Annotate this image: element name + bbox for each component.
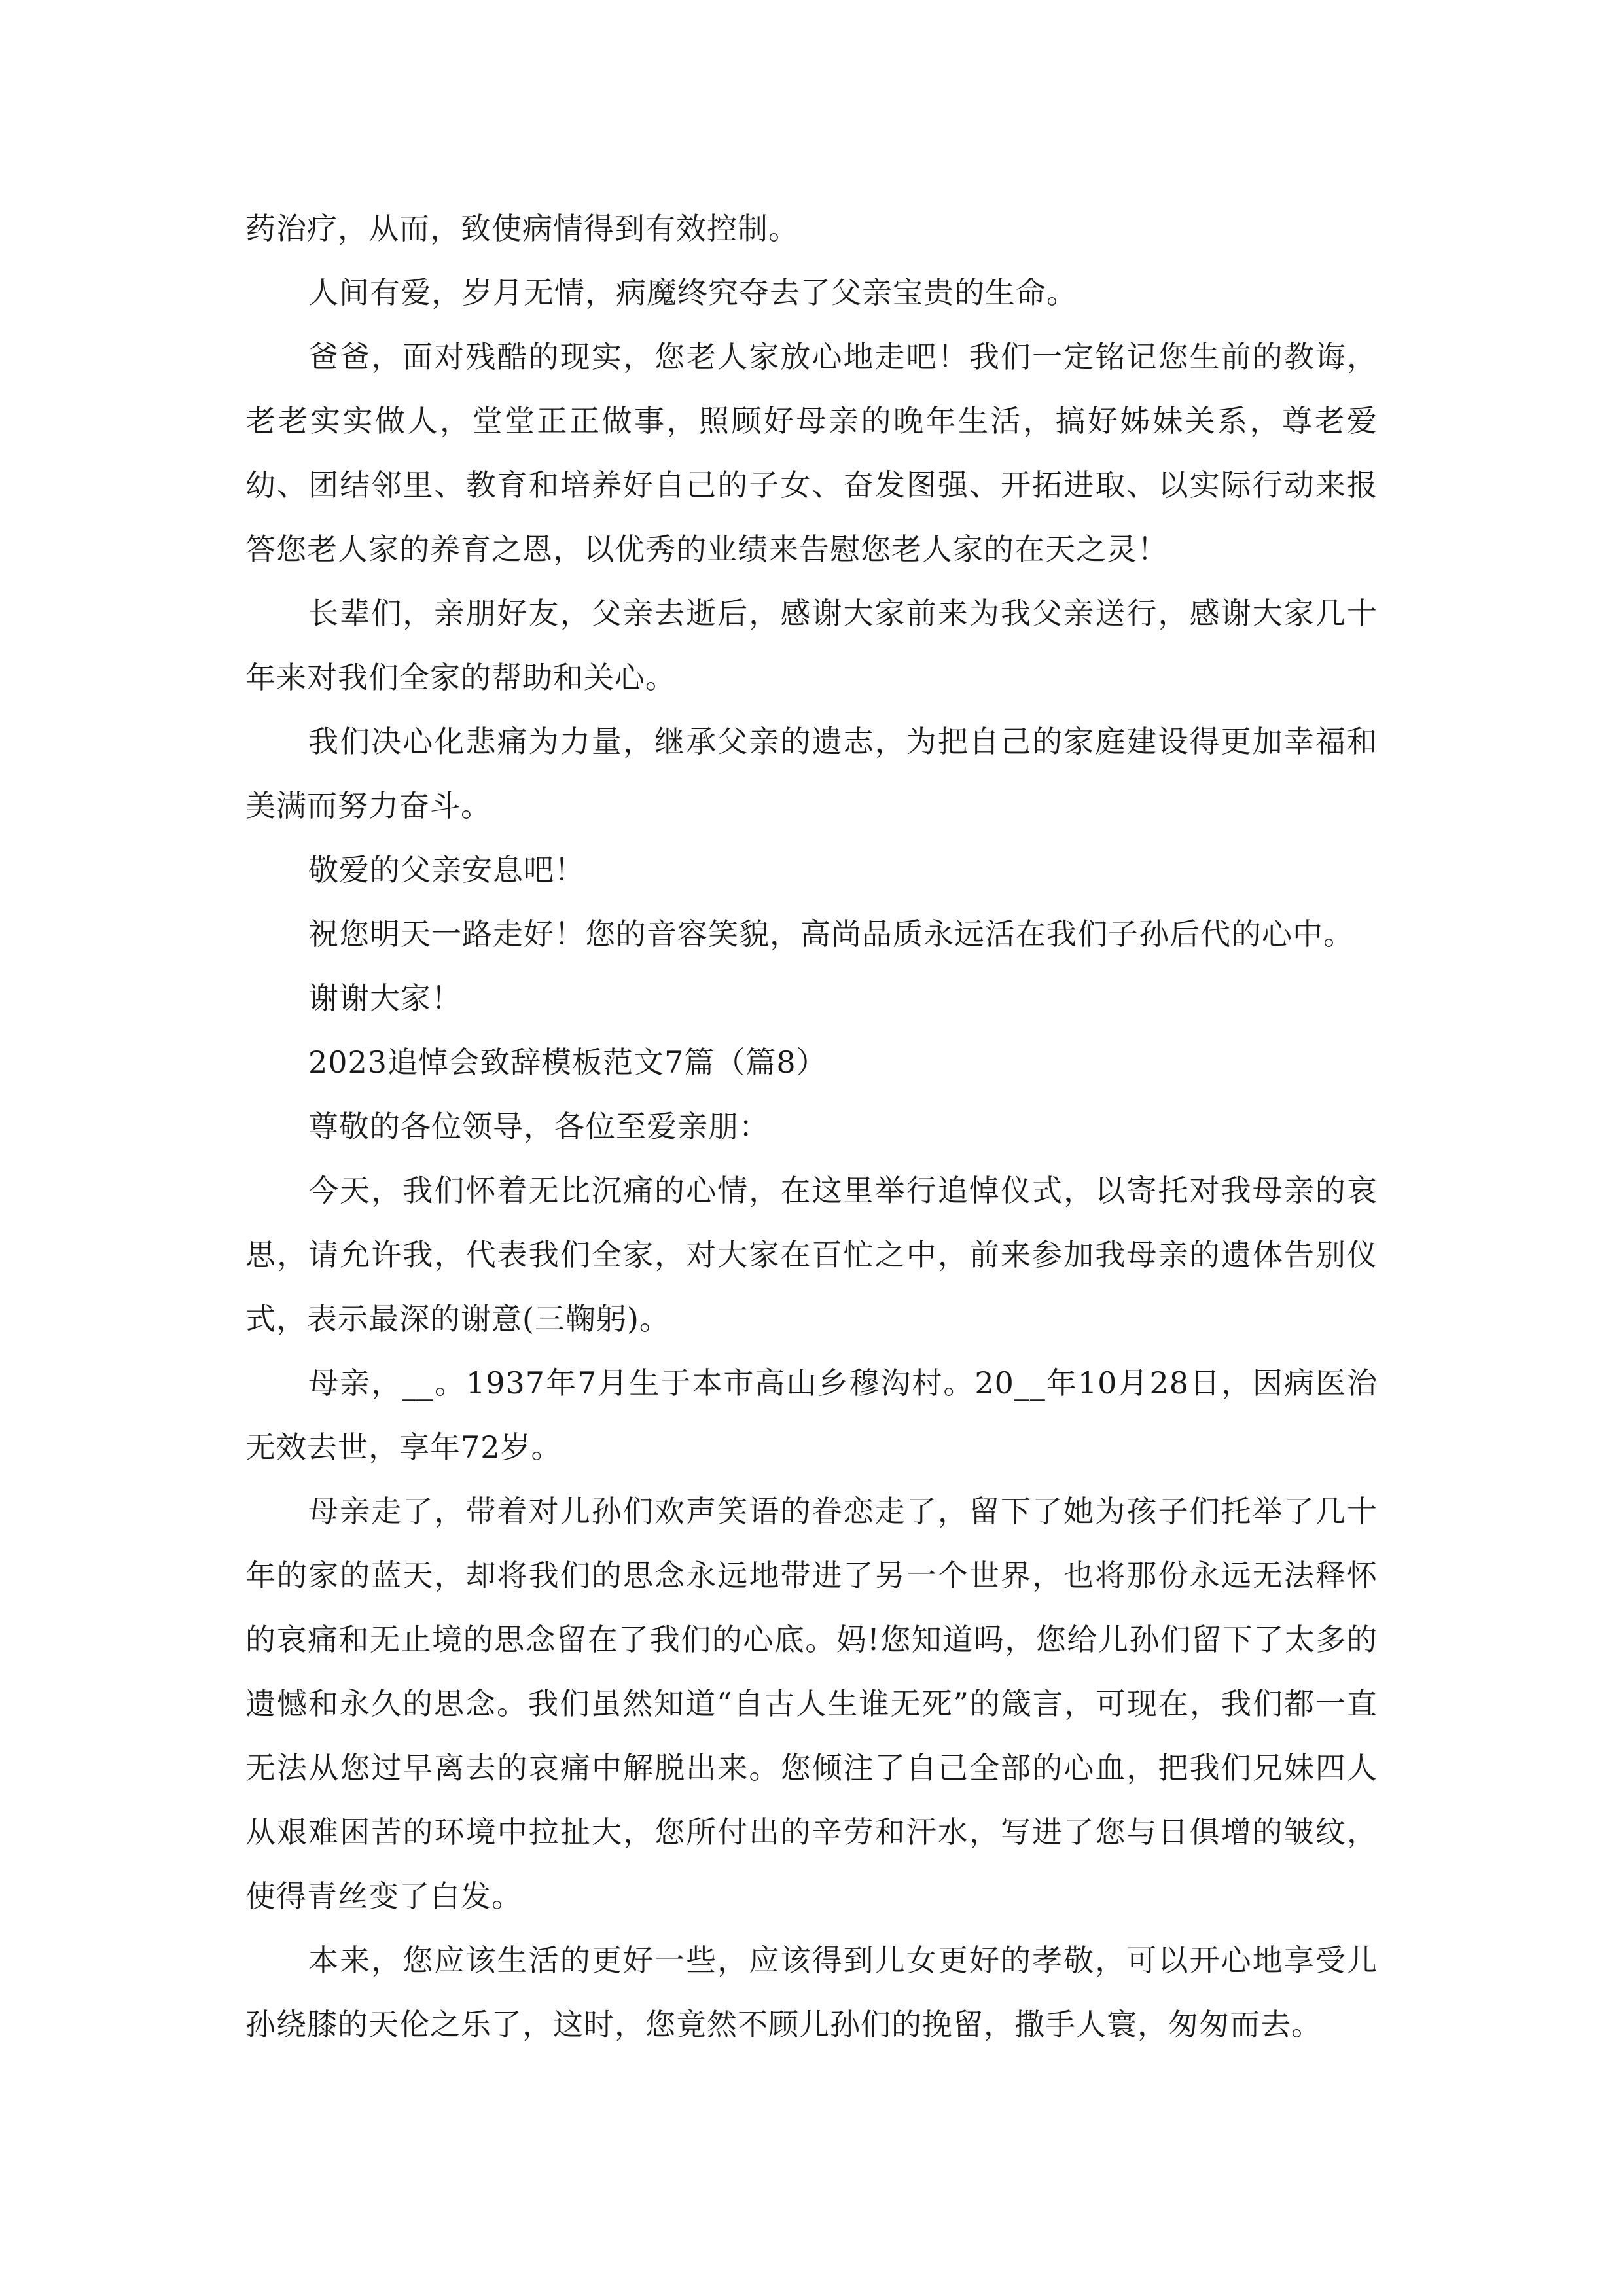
paragraph-6: 敬爱的父亲安息吧！	[308, 852, 585, 888]
paragraph-14: 本来，您应该生活的更好一些，应该得到儿女更好的孝敬，可以开心地享受儿孙绕膝的天伦之乐了，这时，您竟然不顾儿孙们的挽留，撒手人寰，匆匆而去。	[245, 1943, 1378, 2042]
paragraph-5: 我们决心化悲痛为力量，继承父亲的遗志，为把自己的家庭建设得更加幸福和美满而努力奋斗。	[245, 724, 1378, 823]
paragraph-12: 母亲，__。1937年7月生于本市高山乡穆沟村。20__年10月28日，因病医治无效去世，享年72岁。	[245, 1365, 1378, 1465]
paragraph-11: 今天，我们怀着无比沉痛的心情，在这里举行追悼仪式，以寄托对我母亲的哀思，请允许我，代表我们全家，对大家在百忙之中，前来参加我母亲的遗体告别仪式，表示最深的谢意(三鞠躬)。	[245, 1173, 1378, 1336]
paragraph-7: 祝您明天一路走好！您的音容笑貌，高尚品质永远活在我们子孙后代的心中。	[308, 916, 1354, 952]
paragraph-8: 谢谢大家！	[308, 980, 462, 1016]
paragraph-4: 长辈们，亲朋好友，父亲去逝后，感谢大家前来为我父亲送行，感谢大家几十年来对我们全家的帮助和关心。	[245, 596, 1378, 695]
salutation: 尊敬的各位领导，各位至爱亲朋：	[308, 1109, 770, 1144]
paragraph-3: 爸爸，面对残酷的现实，您老人家放心地走吧！我们一定铭记您生前的教诲，老老实实做人，堂堂正正做事，照顾好母亲的晚年生活，搞好姊妹关系，尊老爱幼、团结邻里、教育和培养好自己的子女、奋发图强、开拓进取、以实际行动来报答您老人家的养育之恩，以优秀的业绩来告慰您老人家的在天之灵！	[245, 339, 1378, 567]
paragraph-2: 人间有爱，岁月无情，病魔终究夺去了父亲宝贵的生命。	[308, 275, 1077, 310]
paragraph-1: 药治疗，从而，致使病情得到有效控制。	[245, 211, 799, 246]
paragraph-13: 母亲走了，带着对儿孙们欢声笑语的眷恋走了，留下了她为孩子们托举了几十年的家的蓝天，却将我们的思念永远地带进了另一个世界，也将那份永远无法释怀的哀痛和无止境的思念留在了我们的心底。妈!您知道吗，您给儿孙们留下了太多的遗憾和永久的思念。我们虽然知道“自古人生谁无死”的箴言，可现在，我们都一直无法从您过早离去的哀痛中解脱出来。您倾注了自己全部的心血，把我们兄妹四人从艰难困苦的环境中拉扯大，您所付出的辛劳和汗水，写进了您与日俱增的皱纹，使得青丝变了白发。	[245, 1494, 1378, 1914]
section-heading: 2023追悼会致辞模板范文7篇（篇8）	[308, 1045, 827, 1080]
document-body	[245, 196, 1378, 2056]
